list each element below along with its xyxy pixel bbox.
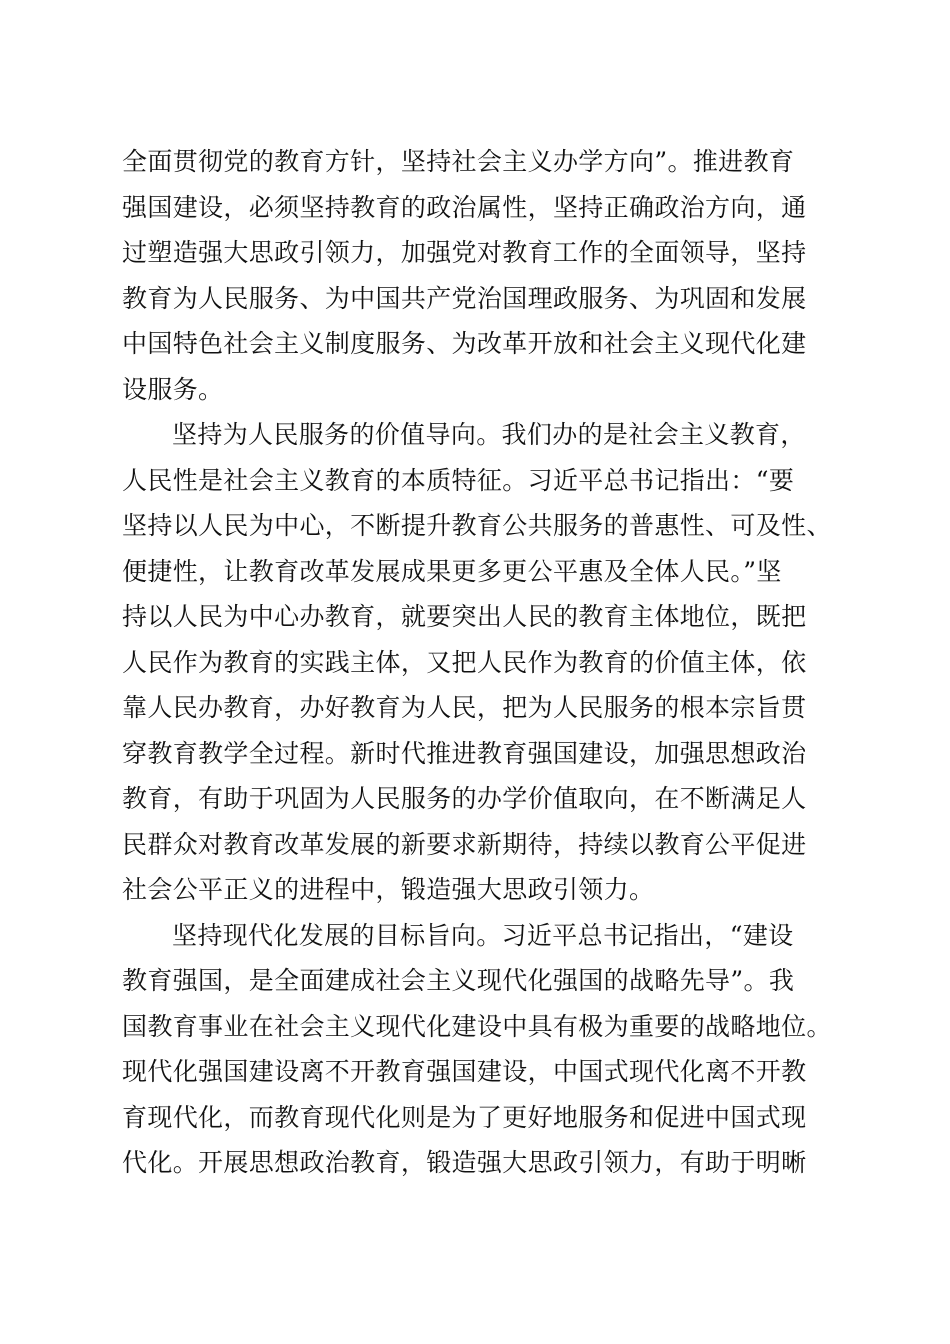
paragraph-3-line-2: 教育强国，是全面建成社会主义现代化强国的战略先导”。我 [122,966,795,995]
paragraph-2-line-10: 民群众对教育改革发展的新要求新期待，持续以教育公平促进 [122,829,807,859]
paragraph-1-line-1: 全面贯彻党的教育方针，坚持社会主义办学方向”。推进教育 [122,147,795,176]
paragraph-1-line-6: 设服务。 [122,374,224,404]
paragraph-3-line-3: 国教育事业在社会主义现代化建设中具有极为重要的战略地位。 [122,1011,832,1041]
paragraph-2-line-4: 便捷性，让教育改革发展成果更多更公平惠及全体人民。”坚 [122,556,782,586]
paragraph-1-line-4: 教育为人民服务、为中国共产党治国理政服务、为巩固和发展 [122,283,807,313]
paragraph-1-line-3: 过塑造强大思政引领力，加强党对教育工作的全面领导，坚持 [122,238,807,267]
paragraph-1-line-5: 中国特色社会主义制度服务、为改革开放和社会主义现代化建 [122,329,807,358]
paragraph-2-line-11: 社会公平正义的进程中，锻造强大思政引领力。 [122,875,655,904]
paragraph-2-line-1: 坚持为人民服务的价值导向。我们办的是社会主义教育， [172,420,806,449]
paragraph-3-line-6: 代化。开展思想政治教育，锻造强大思政引领力，有助于明晰 [122,1148,807,1177]
paragraph-2-line-7: 靠人民办教育，办好教育为人民，把为人民服务的根本宗旨贯 [122,693,807,722]
paragraph-3-line-1: 坚持现代化发展的目标旨向。习近平总书记指出，“建设 [172,920,794,950]
paragraph-1-line-2: 强国建设，必须坚持教育的政治属性，坚持正确政治方向，通 [122,192,807,222]
paragraph-2-line-8: 穿教育教学全过程。新时代推进教育强国建设，加强思想政治 [122,738,807,768]
document-body [122,139,838,1186]
paragraph-2-line-3: 坚持以人民为中心，不断提升教育公共服务的普惠性、可及性、 [122,511,832,540]
paragraph-3-line-4: 现代化强国建设离不开教育强国建设，中国式现代化离不开教 [122,1057,807,1086]
paragraph-2-line-9: 教育，有助于巩固为人民服务的办学价值取向，在不断满足人 [122,784,807,813]
paragraph-2-line-2: 人民性是社会主义教育的本质特征。习近平总书记指出：“要 [122,465,795,495]
paragraph-2-line-6: 人民作为教育的实践主体，又把人民作为教育的价值主体，依 [122,647,807,677]
paragraph-2-line-5: 持以人民为中心办教育，就要突出人民的教育主体地位，既把 [122,602,807,631]
paragraph-3-line-5: 育现代化，而教育现代化则是为了更好地服务和促进中国式现 [122,1102,807,1132]
